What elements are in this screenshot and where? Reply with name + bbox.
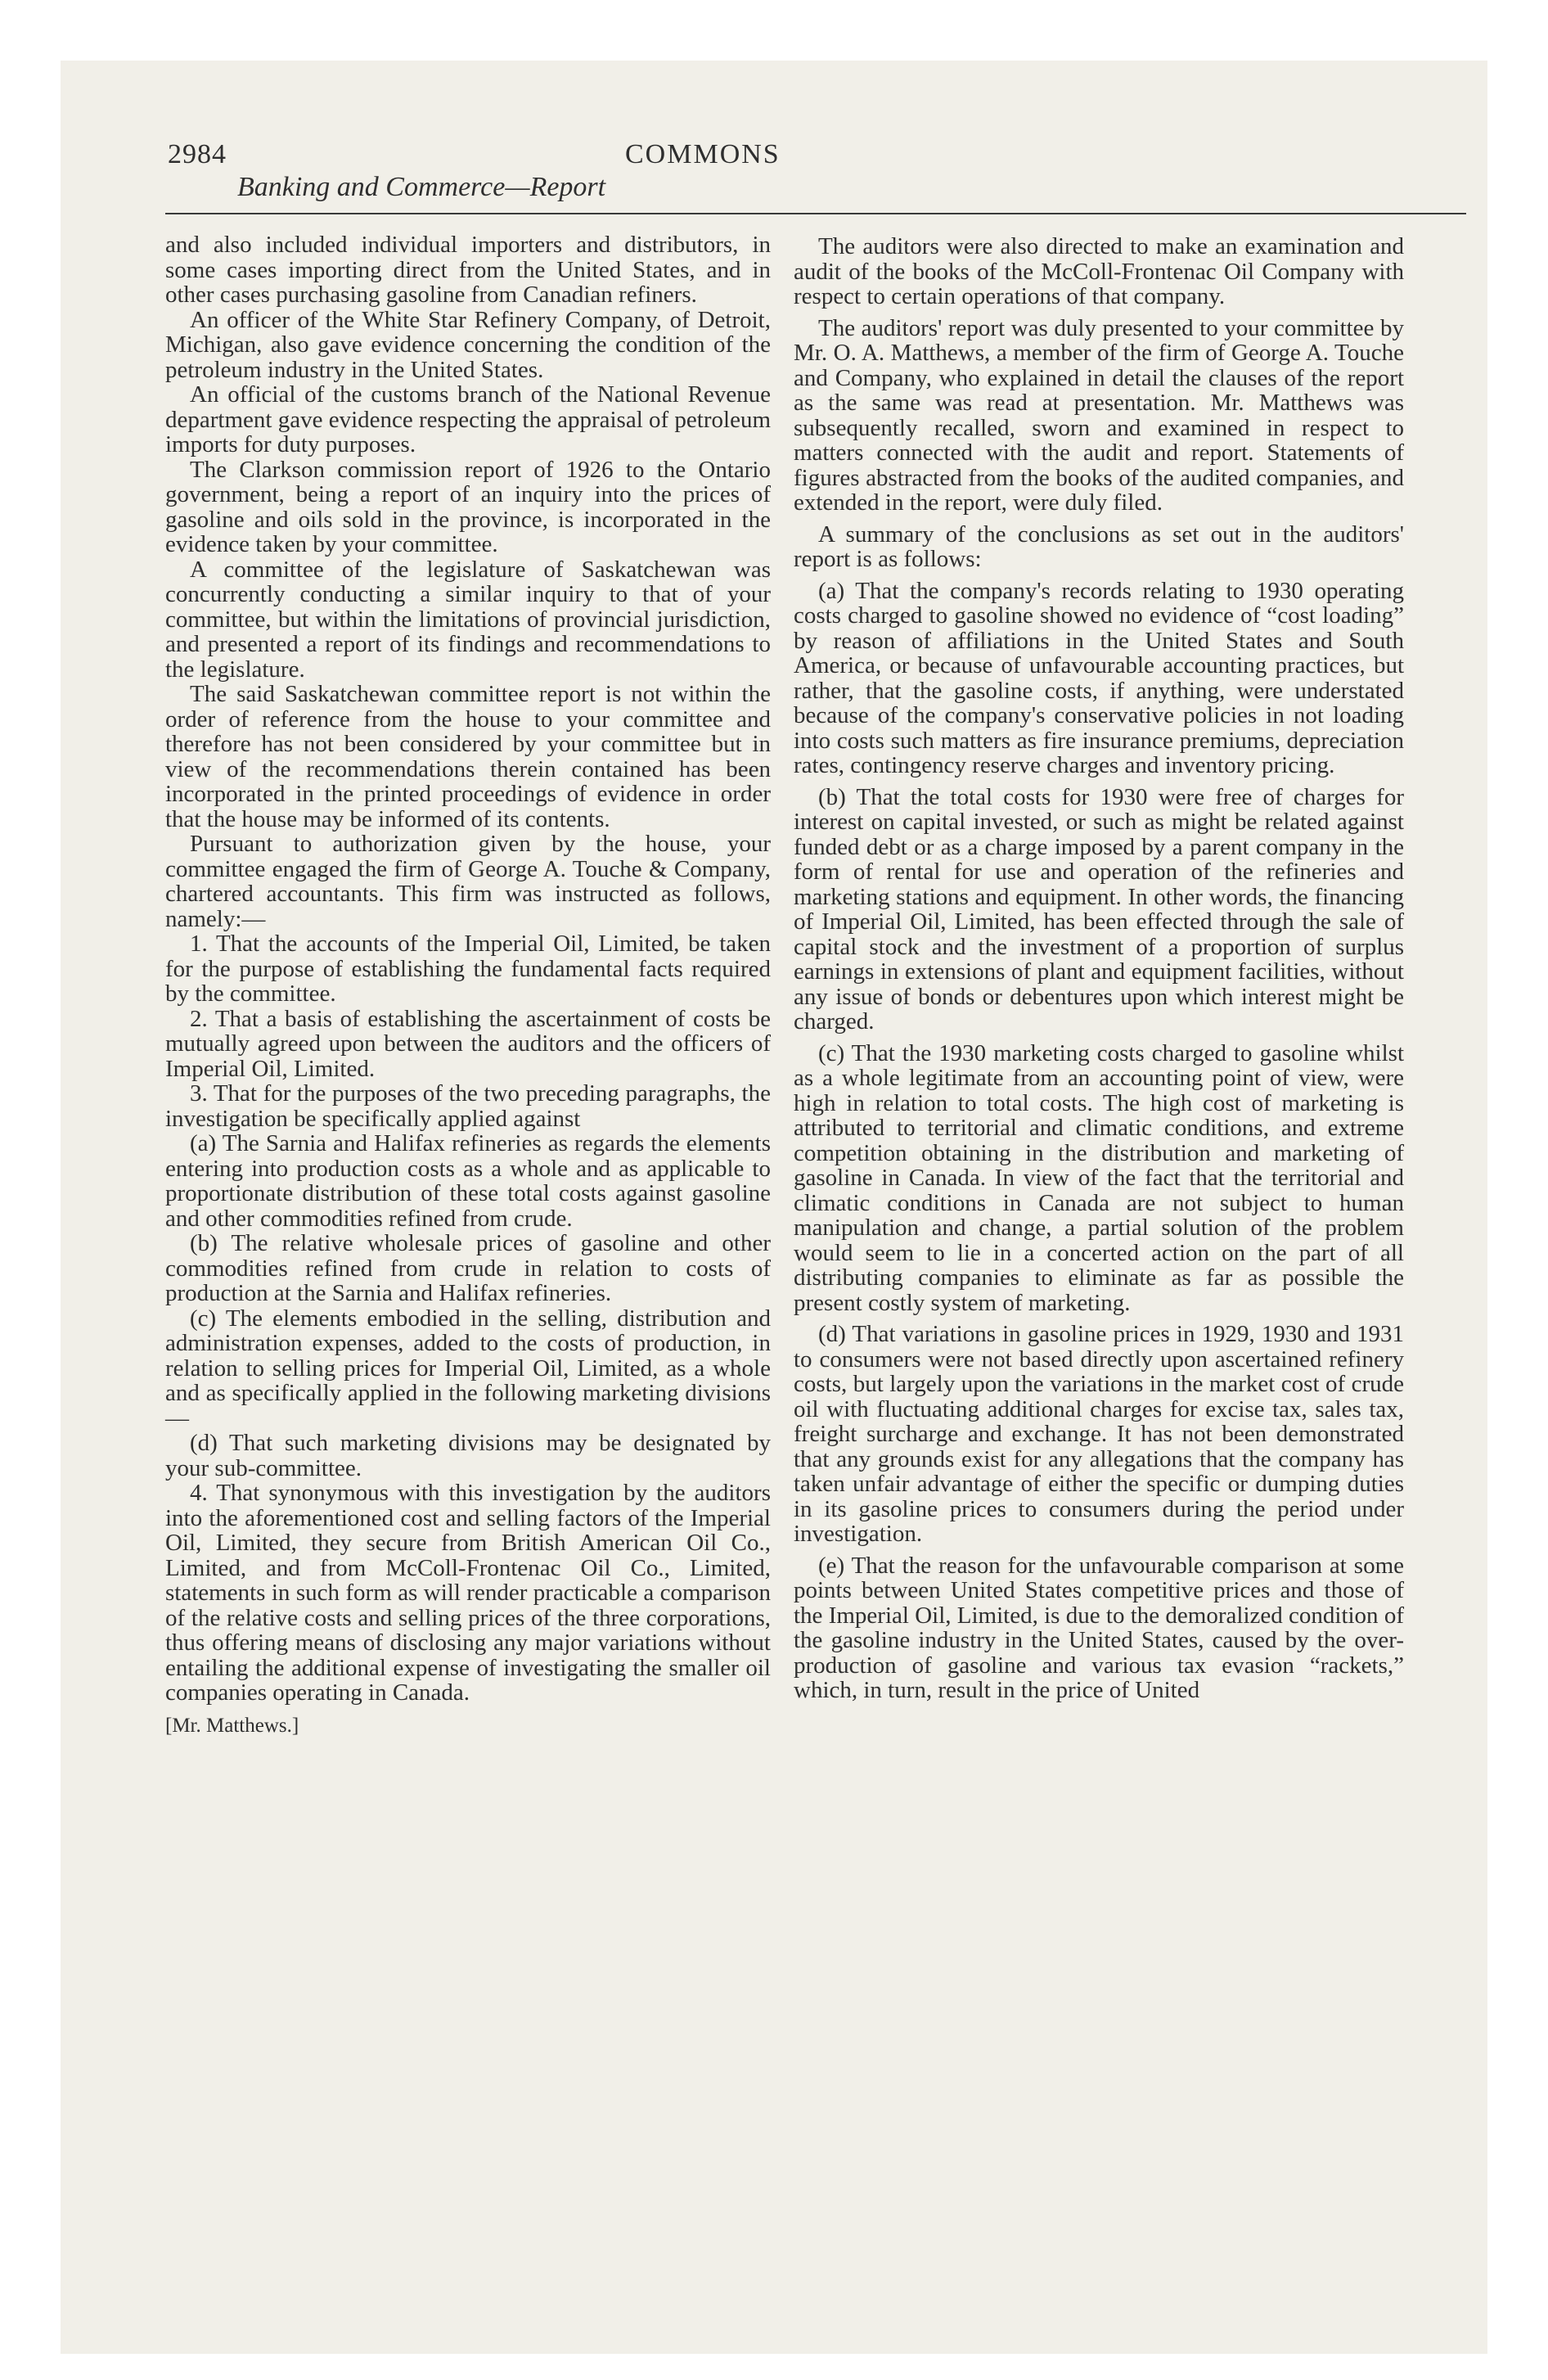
section-title: Banking and Commerce—Report <box>237 172 606 202</box>
paragraph: The Clarkson commission report of 1926 to the Ontario government, being a report of an inquiry into the prices of gasoline and oils sold in the province, is incorporated in the evidence taken by your committee. <box>165 456 771 557</box>
header-rule <box>165 213 1466 214</box>
paragraph: Pursuant to authorization given by the house, your committee engaged the firm of George A. Touche & Company, chartered accountants. This firm was instructed as follows, namely:— <box>165 831 771 932</box>
paragraph: (b) That the total costs for 1930 were free of charges for interest on capital invested, or such as might be related against funded debt or as a charge imposed by a parent company in the form of rental for use and operation of the refineries and marketing stations and equipment. In other words, the financing of Imperial Oil, Limited, has been effected through the sale of capital stock and the investment of a proportion of surplus earnings in extensions of plant and equipment facilities, without any issue of bonds or debentures upon which interest might be charged. <box>794 783 1404 1034</box>
speaker-signature: [Mr. Matthews.] <box>165 1714 299 1737</box>
paragraph: 4. That synonymous with this investigation by the auditors into the aforementioned cost and selling factors of the Imperial Oil, Limited, they secure from British American Oil Co., Limited, and from McColl-Frontenac Oil Co., Limited, statements in such form as will render practicable a comparison of the relative costs and selling prices of the three corporations, thus offering means of disclosing any major variations without entailing the additional expense of investigating the smaller oil companies operating in Canada. <box>165 1480 771 1706</box>
paragraph: 3. That for the purposes of the two preceding paragraphs, the investigation be specifically applied against <box>165 1080 771 1132</box>
paragraph: (b) The relative wholesale prices of gasoline and other commodities refined from crude in relation to costs of production at the Sarnia and Halifax refineries. <box>165 1230 771 1306</box>
paragraph: and also included individual importers and distributors, in some cases importing direct from the United States, and in other cases purchasing gasoline from Canadian refiners. <box>165 232 771 308</box>
paragraph: (c) The elements embodied in the selling, distribution and administration expenses, added to the costs of production, in relation to selling prices for Imperial Oil, Limited, as a whole and as specifically applied in the following marketing divisions— <box>165 1305 771 1431</box>
paragraph: A summary of the conclusions as set out in the auditors' report is as follows: <box>794 521 1404 572</box>
paragraph: (d) That such marketing divisions may be designated by your sub-committee. <box>165 1430 771 1481</box>
paragraph: The said Saskatchewan committee report is not within the order of reference from the house to your committee and therefore has not been considered by your committee but in view of the recommendations therein contained has been incorporated in the printed proceedings of evidence in order that the house may be informed of its contents. <box>165 681 771 832</box>
paragraph: 1. That the accounts of the Imperial Oil, Limited, be taken for the purpose of establishing the fundamental facts required by the committee. <box>165 931 771 1007</box>
paragraph: (a) That the company's records relating to 1930 operating costs charged to gasoline showed no evidence of “cost loading” by reason of affiliations in the United States and South America, or because of unfavourable accounting practices, but rather, that the gasoline costs, if anything, were understated because of the company's conservative policies in not loading into costs such matters as fire insurance premiums, depreciation rates, contingency reserve charges and inventory pricing. <box>794 577 1404 778</box>
chamber-title: COMMONS <box>625 139 781 169</box>
paragraph: (a) The Sarnia and Halifax refineries as regards the elements entering into production costs as a whole and as applicable to proportionate distribution of these total costs against gasoline and other commodities refined from crude. <box>165 1130 771 1232</box>
paragraph: (d) That variations in gasoline prices in 1929, 1930 and 1931 to consumers were not based directly upon ascertained refinery costs, but largely upon the variations in the market cost of crude oil with fluctuating additional charges for excise tax, sales tax, freight surcharge and exchange. It has not been demonstrated that any grounds exist for any allegations that the company has taken unfair advantage of either the specific or dumping duties in its gasoline prices to consumers during the period under investigation. <box>794 1321 1404 1547</box>
paragraph: (e) That the reason for the unfavourable comparison at some points between United States competitive prices and those of the Imperial Oil, Limited, is due to the demoralized condition of the gasoline industry in the United States, caused by the over-production of gasoline and various tax evasion “rackets,” which, in turn, result in the price of United <box>794 1552 1404 1703</box>
page-number: 2984 <box>168 139 227 169</box>
paragraph: 2. That a basis of establishing the ascertainment of costs be mutually agreed upon between the auditors and the officers of Imperial Oil, Limited. <box>165 1005 771 1082</box>
document-page <box>61 61 1487 2354</box>
paragraph: (c) That the 1930 marketing costs charged to gasoline whilst as a whole legitimate from an accounting point of view, were high in relation to total costs. The high cost of marketing is attributed to territorial and climatic conditions, and extreme competition obtaining in the distribution and marketing of gasoline in Canada. In view of the fact that the territorial and climatic conditions in Canada are not subject to human manipulation and change, a partial solution of the problem would seem to lie in a concerted action on the part of all distributing companies to eliminate as far as possible the present costly system of marketing. <box>794 1039 1404 1316</box>
paragraph: The auditors' report was duly presented to your committee by Mr. O. A. Matthews, a member of the firm of George A. Touche and Company, who explained in detail the clauses of the report as the same was read at presentation. Mr. Matthews was subsequently recalled, sworn and examined in respect to matters connected with the audit and report. Statements of figures abstracted from the books of the audited companies, and extended in the report, were duly filed. <box>794 314 1404 516</box>
paragraph: An official of the customs branch of the National Revenue department gave evidence respecting the appraisal of petroleum imports for duty purposes. <box>165 381 771 458</box>
paragraph: The auditors were also directed to make an examination and audit of the books of the McColl-Frontenac Oil Company with respect to certain operations of that company. <box>794 233 1404 309</box>
right-column <box>794 234 1404 1703</box>
paragraph: An officer of the White Star Refinery Company, of Detroit, Michigan, also gave evidence concerning the condition of the petroleum industry in the United States. <box>165 306 771 383</box>
paragraph: A committee of the legislature of Saskatchewan was concurrently conducting a similar inquiry to that of your committee, but within the limitations of provincial jurisdiction, and presented a report of its findings and recommendations to the legislature. <box>165 556 771 683</box>
left-column <box>165 232 771 1738</box>
